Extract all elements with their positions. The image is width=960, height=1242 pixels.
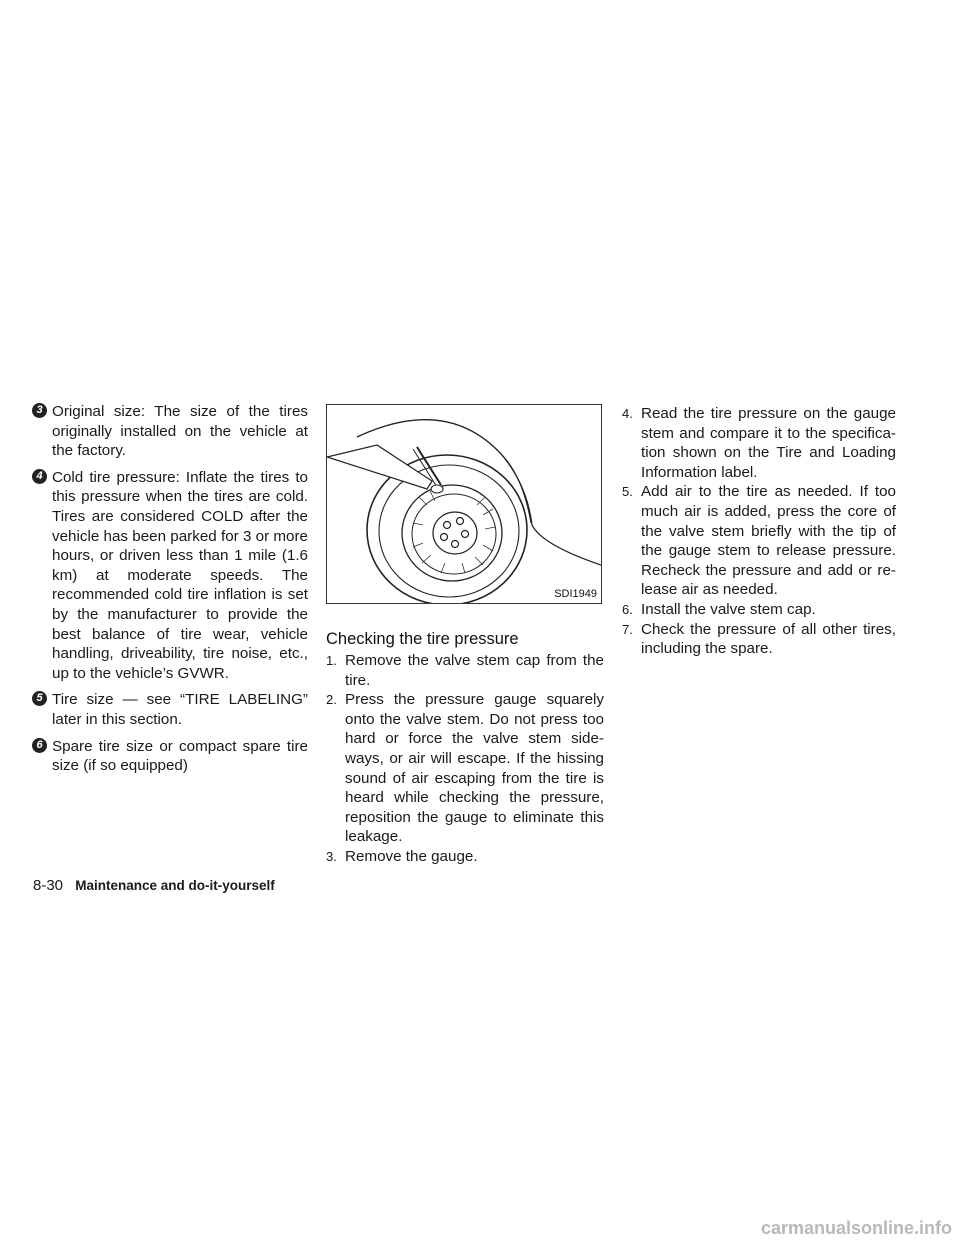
list-item	[622, 620, 896, 659]
list-item	[622, 482, 896, 600]
list-item	[32, 468, 308, 684]
step-number: 7.	[622, 621, 633, 637]
step-number: 5.	[622, 484, 633, 500]
circled-number-icon: 3	[32, 403, 47, 418]
step-number: 2.	[326, 692, 337, 708]
section-title: Maintenance and do-it-yourself	[75, 878, 275, 893]
item-text: Spare tire size or compact spare tire size (if so equipped)	[52, 737, 308, 775]
middle-column	[326, 404, 604, 867]
item-text: Tire size — see “TIRE LABELING” later in this section.	[52, 691, 308, 728]
list-item	[32, 737, 308, 776]
tire-gauge-illustration-icon	[327, 405, 602, 604]
circled-number-icon: 5	[32, 691, 47, 706]
item-text: Original size: The size of the tires originally installed on the vehicle at the factory.	[52, 403, 308, 460]
list-item	[326, 690, 604, 847]
list-item	[32, 402, 308, 461]
item-text: Cold tire pressure: Inflate the tires to this pressure when the tires are cold. Tires are considered COLD after the vehicle has been parked for 3 or more hours, or driven less than 1 mile (1.6 km) at moderate speeds. The recommended cold tire inflation is set by the manufacturer to provide the best balance of tire wear, vehicle handling, driveability, tire noise, etc., up to the vehicle’s GVWR.	[52, 468, 308, 682]
step-number: 6.	[622, 601, 633, 617]
step-text: Check the pressure of all other tires, including the spare.	[641, 620, 896, 658]
page-number: 8-30	[33, 877, 64, 894]
section-heading: Checking the tire pressure	[326, 630, 519, 648]
step-text: Remove the valve stem cap from the tire.	[345, 652, 604, 689]
step-text: Remove the gauge.	[345, 847, 478, 865]
step-text: Install the valve stem cap.	[641, 600, 816, 618]
tire-pressure-figure	[326, 404, 602, 604]
circled-number-icon: 6	[32, 738, 47, 753]
list-item	[622, 404, 896, 482]
left-column	[32, 402, 308, 783]
step-number: 4.	[622, 406, 633, 421]
step-text: Press the pressure gauge squarely onto the valve stem. Do not press too hard or force the valve stem side-ways, or air will escape. If the hissing sound of air escaping from the tire is heard while checking the pressure, reposition the gauge to eliminate this leakage.	[345, 691, 604, 846]
step-number: 1.	[326, 653, 337, 668]
list-item	[326, 651, 604, 690]
right-column	[622, 404, 896, 659]
step-text: Add air to the tire as needed. If too much air is added, press the core of the valve stem briefly with the tip of the gauge stem to release pressure. Recheck the pressure and add or re-lease air as needed.	[641, 483, 896, 599]
circled-number-icon: 4	[32, 469, 47, 484]
list-item	[32, 690, 308, 729]
step-number: 3.	[326, 848, 337, 864]
page-footer	[33, 877, 275, 895]
watermark: carmanualsonline.info	[760, 1218, 952, 1238]
figure-code: SDI1949	[554, 588, 597, 600]
list-item	[326, 847, 604, 867]
list-item	[622, 600, 896, 620]
step-text: Read the tire pressure on the gauge stem and compare it to the specifica-tion shown on the Tire and Loading Information label.	[641, 405, 896, 481]
